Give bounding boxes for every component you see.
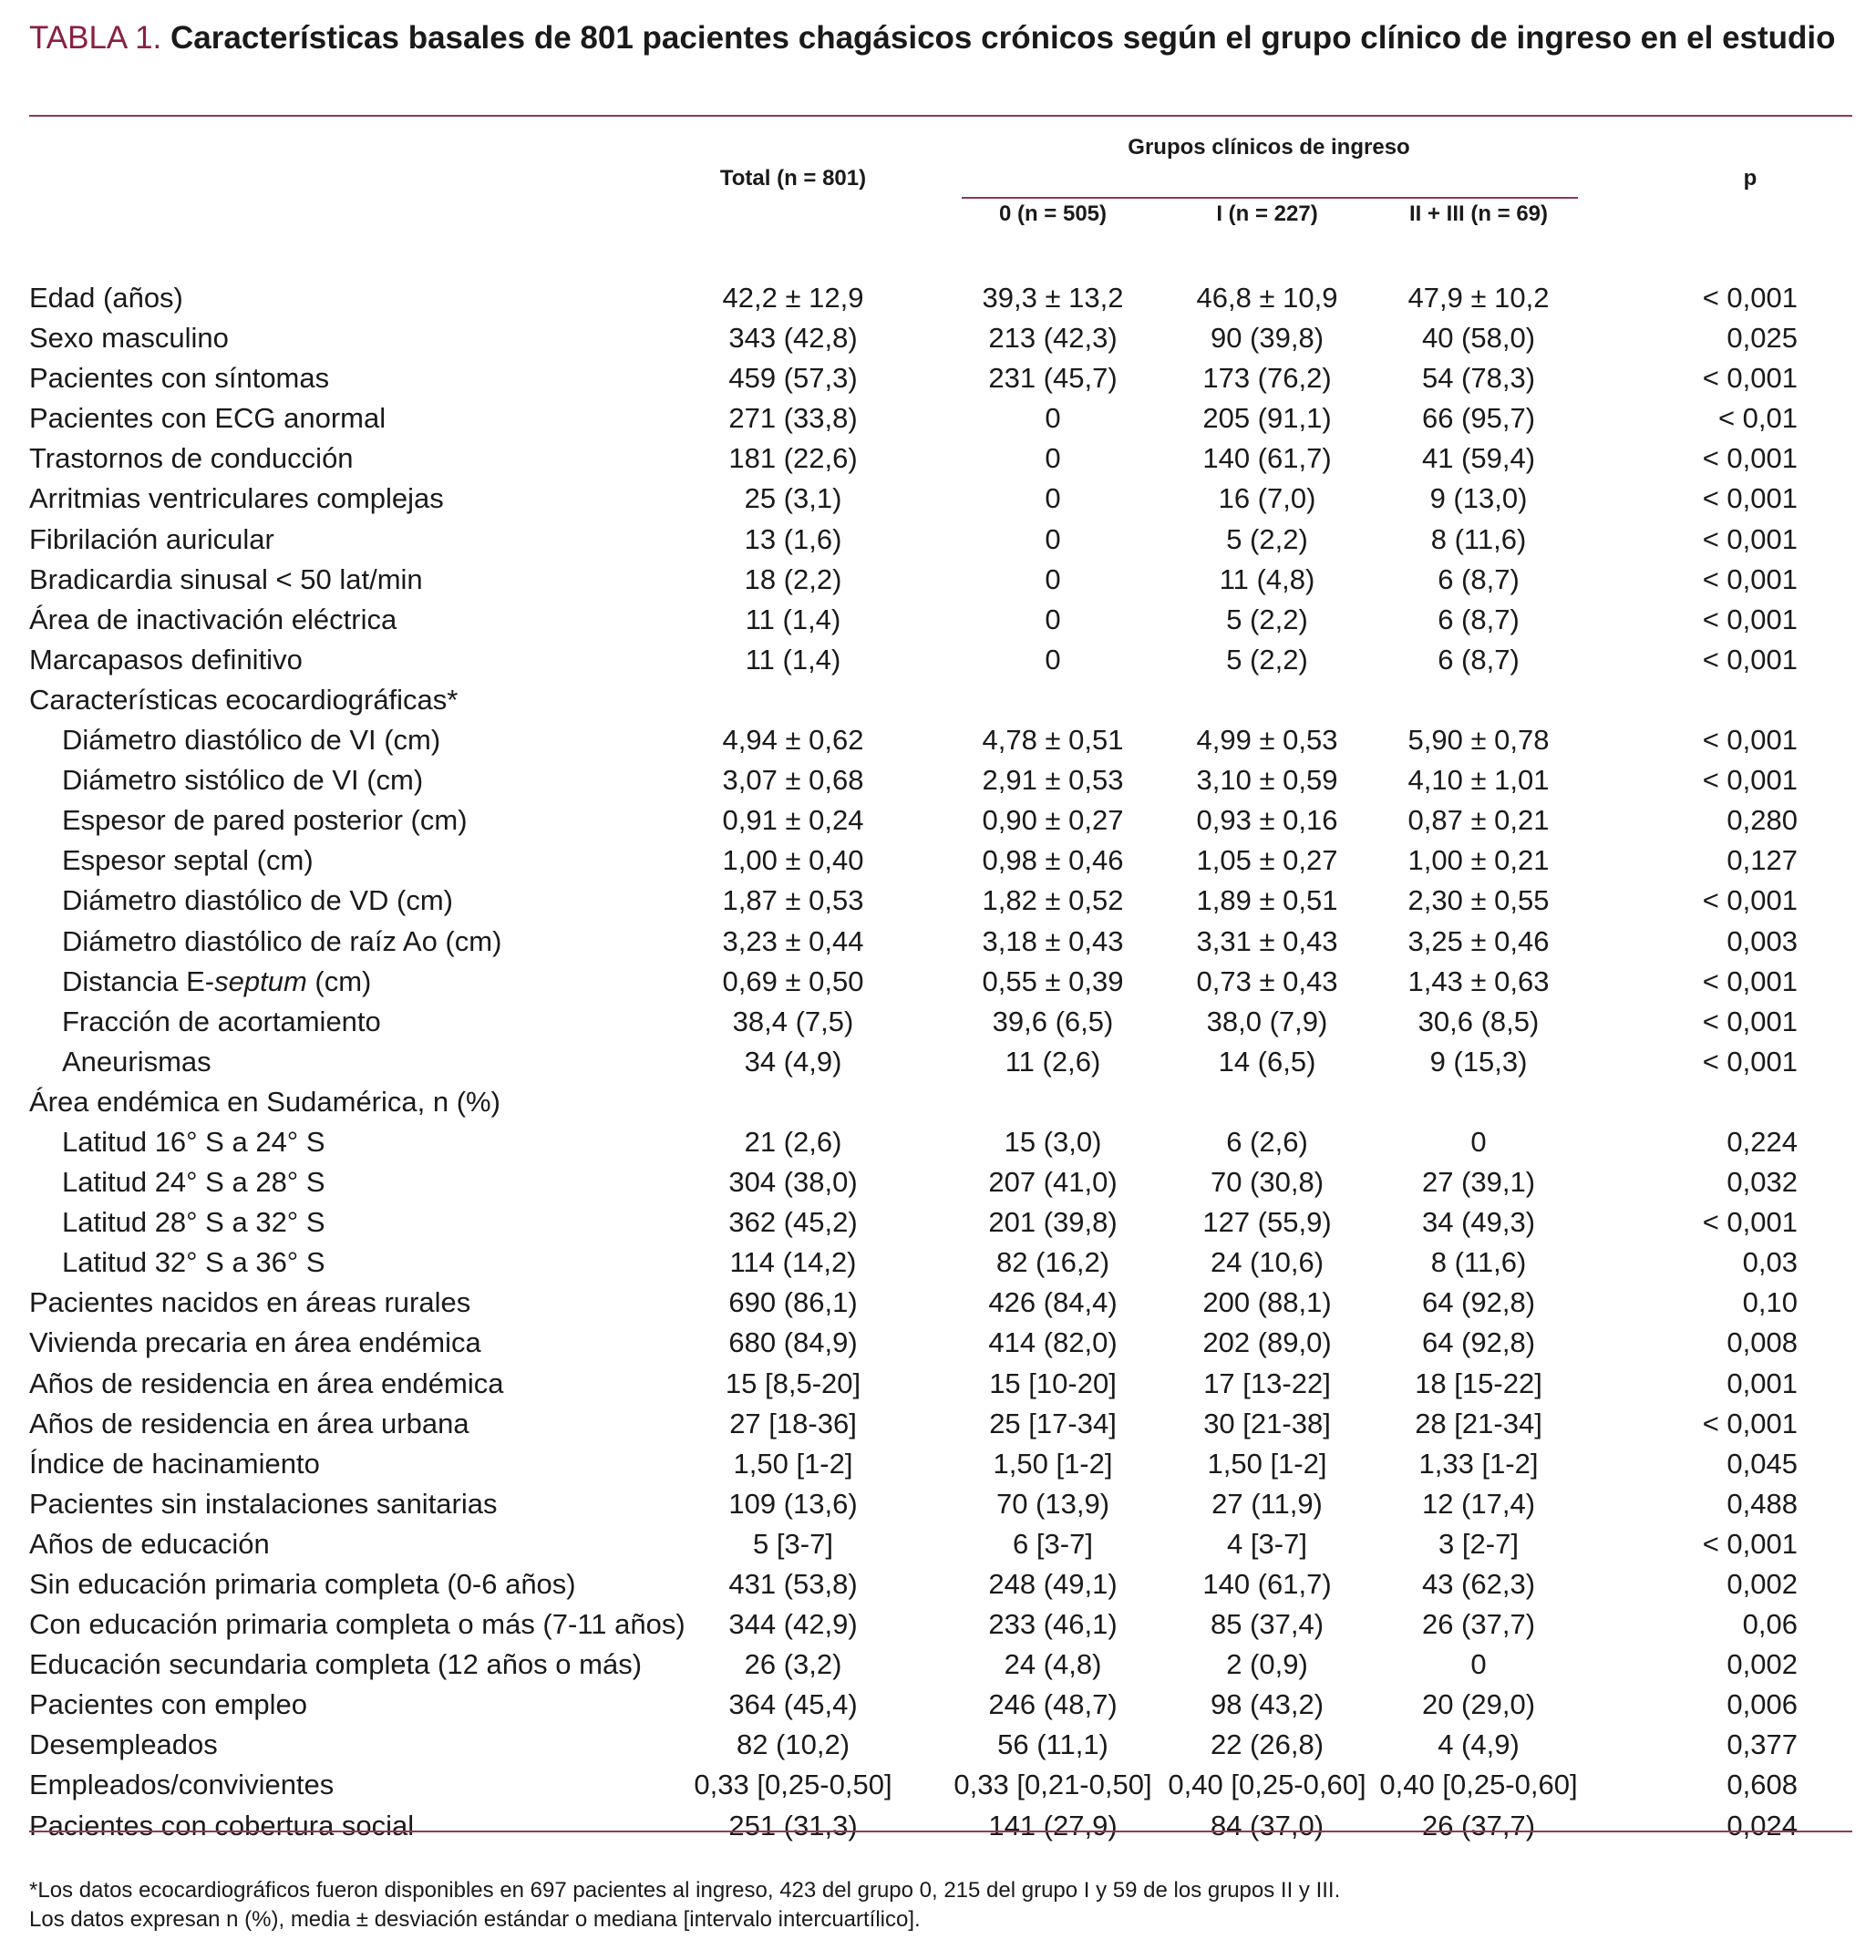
cell-p-value: 0,006 (1727, 1688, 1798, 1721)
cell-group-1: 140 (61,7) (1202, 442, 1332, 475)
cell-group-0: 0,90 ± 0,27 (982, 804, 1124, 837)
cell-group-1: 38,0 (7,9) (1206, 1005, 1328, 1037)
cell-group-0: 70 (13,9) (995, 1487, 1110, 1520)
table-row (29, 800, 1852, 841)
cell-group-2-3: 18 [15-22] (1415, 1367, 1542, 1399)
row-label: Pacientes con síntomas (29, 362, 330, 395)
cell-group-1: 4 [3-7] (1227, 1527, 1307, 1560)
table-row (29, 1122, 1852, 1162)
table-title (29, 16, 1852, 59)
cell-p-value: 0,003 (1727, 924, 1798, 957)
cell-group-2-3: 1,43 ± 0,63 (1407, 965, 1550, 997)
cell-group-0: 82 (16,2) (995, 1246, 1110, 1279)
cell-p-value: < 0,001 (1702, 1045, 1798, 1078)
cell-group-0: 39,6 (6,5) (992, 1005, 1114, 1037)
row-label: Pacientes con cobertura social (29, 1809, 415, 1841)
header-group-2-3: II + III (n = 69) (1408, 201, 1549, 226)
table-row (29, 1685, 1852, 1725)
cell-p-value: 0,127 (1727, 844, 1798, 877)
cell-p-value: 0,002 (1727, 1648, 1798, 1681)
row-label: Edad (años) (29, 282, 183, 314)
cell-group-1: 173 (76,2) (1202, 362, 1332, 395)
table-row (29, 560, 1852, 600)
row-label: Años de educación (29, 1527, 270, 1560)
cell-group-2-3: 8 (11,6) (1430, 1246, 1527, 1279)
table-row (29, 1162, 1852, 1202)
cell-p-value: < 0,001 (1702, 282, 1798, 314)
cell-group-1: 11 (4,8) (1219, 562, 1315, 595)
table-row (29, 1364, 1852, 1404)
row-label: Área de inactivación eléctrica (29, 603, 397, 635)
header-group-0: 0 (n = 505) (998, 201, 1108, 226)
cell-group-0: 15 [10-20] (989, 1367, 1117, 1399)
cell-p-value: 0,03 (1742, 1246, 1798, 1279)
cell-group-2-3: 0 (1470, 1648, 1487, 1681)
cell-group-1: 16 (7,0) (1218, 482, 1316, 515)
table-row (29, 1243, 1852, 1283)
cell-group-2-3: 4 (4,9) (1438, 1728, 1520, 1761)
cell-total: 181 (22,6) (728, 442, 858, 475)
header-group-title: Grupos clínicos de ingreso (1128, 135, 1410, 160)
cell-p-value: 0,045 (1727, 1447, 1798, 1480)
cell-total: 364 (45,4) (728, 1688, 858, 1721)
cell-group-2-3: 6 (8,7) (1438, 603, 1520, 635)
cell-group-2-3: 3,25 ± 0,46 (1407, 924, 1550, 957)
table-row (29, 1524, 1852, 1564)
cell-group-0: 2,91 ± 0,53 (982, 764, 1124, 797)
header-group-1: I (n = 227) (1216, 201, 1318, 226)
cell-group-0: 0,55 ± 0,39 (982, 965, 1124, 997)
cell-p-value: 0,002 (1727, 1568, 1798, 1600)
cell-p-value: 0,06 (1742, 1608, 1798, 1641)
table-row (29, 1202, 1852, 1243)
table-row (29, 600, 1852, 640)
bottom-rule (29, 1831, 1852, 1832)
cell-p-value: 0,024 (1727, 1809, 1798, 1841)
row-label: Diámetro diastólico de VD (cm) (62, 884, 453, 917)
cell-group-0: 4,78 ± 0,51 (982, 724, 1124, 757)
cell-total: 3,07 ± 0,68 (722, 764, 864, 797)
cell-group-1: 1,05 ± 0,27 (1196, 844, 1338, 877)
table-row (29, 881, 1852, 921)
cell-p-value: 0,280 (1727, 804, 1798, 837)
cell-group-2-3: 26 (37,7) (1421, 1608, 1536, 1641)
table-figure (29, 16, 1852, 1932)
cell-group-2-3: 40 (58,0) (1421, 322, 1536, 355)
table-row (29, 640, 1852, 680)
table-row (29, 398, 1852, 438)
row-label: Educación secundaria completa (12 años o más) (29, 1648, 643, 1681)
cell-total: 21 (2,6) (744, 1125, 842, 1158)
row-label: Vivienda precaria en área endémica (29, 1326, 481, 1359)
cell-group-1: 90 (39,8) (1210, 322, 1325, 355)
table-row (29, 1645, 1852, 1685)
cell-group-1: 140 (61,7) (1202, 1568, 1332, 1600)
cell-group-1: 17 [13-22] (1203, 1367, 1331, 1399)
cell-total: 26 (3,2) (744, 1648, 842, 1681)
cell-total: 11 (1,4) (745, 603, 841, 635)
cell-total: 431 (53,8) (728, 1568, 858, 1600)
cell-total: 109 (13,6) (728, 1487, 858, 1520)
cell-group-0: 0,33 [0,21-0,50] (953, 1769, 1152, 1801)
cell-group-0: 213 (42,3) (988, 322, 1118, 355)
cell-group-0: 414 (82,0) (988, 1326, 1118, 1359)
row-label: Fracción de acortamiento (62, 1005, 381, 1037)
row-label: Pacientes nacidos en áreas rurales (29, 1286, 471, 1319)
table-row (29, 479, 1852, 519)
cell-p-value: 0,224 (1727, 1125, 1798, 1158)
cell-p-value: 0,377 (1727, 1728, 1798, 1761)
cell-group-2-3: 54 (78,3) (1421, 362, 1536, 395)
cell-group-1: 46,8 ± 10,9 (1196, 282, 1338, 314)
cell-group-2-3: 9 (13,0) (1429, 482, 1528, 515)
table-row (29, 278, 1852, 318)
cell-group-0: 25 [17-34] (989, 1407, 1117, 1439)
row-label: Características ecocardiográficas* (29, 683, 459, 716)
row-label: Marcapasos definitivo (29, 643, 303, 676)
cell-total: 15 [8,5-20] (725, 1367, 861, 1399)
cell-group-0: 24 (4,8) (1004, 1648, 1102, 1681)
row-label: Arritmias ventriculares complejas (29, 482, 444, 515)
table-title-text: Características basales de 801 pacientes chagásicos crónicos según el grupo clínico de ingreso en el estudio (161, 20, 1836, 56)
row-label: Bradicardia sinusal < 50 lat/min (29, 562, 423, 595)
table-row (29, 680, 1852, 720)
table-row (29, 922, 1852, 962)
cell-group-0: 0 (1045, 603, 1061, 635)
cell-group-2-3: 0,87 ± 0,21 (1407, 804, 1550, 837)
cell-total: 42,2 ± 12,9 (722, 282, 864, 314)
cell-p-value: < 0,001 (1702, 522, 1798, 555)
cell-group-2-3: 12 (17,4) (1421, 1487, 1536, 1520)
cell-group-2-3: 27 (39,1) (1421, 1166, 1536, 1199)
cell-group-2-3: 41 (59,4) (1421, 442, 1536, 475)
table-row (29, 358, 1852, 398)
cell-p-value: 0,488 (1727, 1487, 1798, 1520)
footnote-format: Los datos expresan n (%), media ± desviación estándar o mediana [intervalo intercuartílico]. (29, 1907, 921, 1932)
row-label: Latitud 32° S a 36° S (62, 1246, 325, 1279)
cell-total: 1,50 [1-2] (733, 1447, 853, 1480)
table-label: TABLA 1. (29, 20, 162, 56)
row-label: Espesor septal (cm) (62, 844, 314, 877)
cell-total: 3,23 ± 0,44 (722, 924, 864, 957)
cell-group-0: 0,98 ± 0,46 (982, 844, 1124, 877)
cell-group-0: 246 (48,7) (988, 1688, 1118, 1721)
cell-group-1: 1,50 [1-2] (1207, 1447, 1327, 1480)
table-row (29, 841, 1852, 881)
cell-group-2-3: 1,33 [1-2] (1418, 1447, 1539, 1480)
group-header-rule (962, 197, 1578, 199)
cell-group-2-3: 47,9 ± 10,2 (1407, 282, 1550, 314)
cell-group-0: 56 (11,1) (997, 1728, 1108, 1761)
row-label: Índice de hacinamiento (29, 1447, 320, 1480)
cell-group-1: 85 (37,4) (1210, 1608, 1325, 1641)
cell-group-0: 6 [3-7] (1013, 1527, 1093, 1560)
cell-total: 362 (45,2) (728, 1206, 858, 1239)
cell-group-1: 98 (43,2) (1210, 1688, 1325, 1721)
cell-group-1: 127 (55,9) (1202, 1206, 1332, 1239)
cell-group-0: 0 (1045, 402, 1061, 435)
cell-total: 0,33 [0,25-0,50] (694, 1769, 892, 1801)
cell-group-1: 1,89 ± 0,51 (1196, 884, 1338, 917)
row-label: Latitud 28° S a 32° S (62, 1206, 325, 1239)
row-label: Área endémica en Sudamérica, n (%) (29, 1085, 500, 1118)
row-label: Pacientes con ECG anormal (29, 402, 387, 435)
table-row (29, 1082, 1852, 1122)
cell-group-0: 0 (1045, 482, 1061, 515)
row-label: Diámetro sistólico de VI (cm) (62, 764, 424, 797)
row-label: Diámetro diastólico de raíz Ao (cm) (62, 924, 502, 957)
row-label: Sin educación primaria completa (0-6 años) (29, 1568, 576, 1600)
row-label: Sexo masculino (29, 322, 229, 355)
cell-group-2-3: 66 (95,7) (1421, 402, 1536, 435)
row-label: Aneurismas (62, 1045, 211, 1078)
cell-total: 1,87 ± 0,53 (722, 884, 864, 917)
cell-p-value: < 0,001 (1702, 965, 1798, 997)
cell-group-1: 4,99 ± 0,53 (1196, 724, 1338, 757)
cell-group-1: 3,31 ± 0,43 (1196, 924, 1338, 957)
cell-group-0: 0 (1045, 522, 1061, 555)
cell-total: 4,94 ± 0,62 (722, 724, 864, 757)
cell-total: 1,00 ± 0,40 (722, 844, 864, 877)
cell-p-value: < 0,001 (1702, 362, 1798, 395)
cell-group-1: 30 [21-38] (1203, 1407, 1331, 1439)
table-row (29, 1283, 1852, 1323)
table-row (29, 760, 1852, 800)
cell-p-value: < 0,001 (1702, 1407, 1798, 1439)
row-label: Con educación primaria completa o más (7-11 años) (29, 1608, 685, 1641)
header-p: p (1743, 166, 1757, 191)
row-label: Espesor de pared posterior (cm) (62, 804, 468, 837)
row-label: Años de residencia en área urbana (29, 1407, 469, 1439)
cell-total: 25 (3,1) (744, 482, 842, 515)
cell-group-1: 0,93 ± 0,16 (1196, 804, 1338, 837)
table-row (29, 1002, 1852, 1042)
footnotes (29, 1876, 1852, 1934)
table-row (29, 1564, 1852, 1604)
table-row (29, 1404, 1852, 1444)
row-label: Latitud 24° S a 28° S (62, 1166, 325, 1199)
cell-group-2-3: 20 (29,0) (1421, 1688, 1536, 1721)
cell-total: 34 (4,9) (744, 1045, 842, 1078)
cell-group-0: 1,50 [1-2] (993, 1447, 1113, 1480)
cell-group-2-3: 34 (49,3) (1421, 1206, 1536, 1239)
cell-p-value: < 0,001 (1702, 603, 1798, 635)
cell-total: 304 (38,0) (728, 1166, 858, 1199)
cell-group-0: 233 (46,1) (988, 1608, 1118, 1641)
cell-p-value: < 0,001 (1702, 643, 1798, 676)
table-row (29, 1765, 1852, 1805)
cell-p-value: 0,608 (1727, 1769, 1798, 1801)
cell-group-1: 5 (2,2) (1226, 643, 1308, 676)
cell-group-0: 0 (1045, 562, 1061, 595)
cell-p-value: < 0,001 (1702, 764, 1798, 797)
cell-p-value: 0,008 (1727, 1326, 1798, 1359)
table-body (29, 278, 1852, 1846)
cell-p-value: < 0,001 (1702, 884, 1798, 917)
cell-group-1: 27 (11,9) (1211, 1487, 1323, 1520)
cell-total: 5 [3-7] (753, 1527, 833, 1560)
cell-group-2-3: 30,6 (8,5) (1417, 1005, 1540, 1037)
table-row (29, 318, 1852, 358)
cell-group-1: 5 (2,2) (1226, 603, 1308, 635)
cell-total: 114 (14,2) (729, 1246, 857, 1279)
row-label: Empleados/convivientes (29, 1769, 335, 1801)
cell-group-2-3: 3 [2-7] (1438, 1527, 1519, 1560)
cell-total: 18 (2,2) (744, 562, 842, 595)
cell-total: 271 (33,8) (728, 402, 858, 435)
cell-total: 680 (84,9) (728, 1326, 858, 1359)
cell-group-1: 14 (6,5) (1218, 1045, 1316, 1078)
cell-group-2-3: 5,90 ± 0,78 (1407, 724, 1550, 757)
row-label: Desempleados (29, 1728, 218, 1761)
cell-group-0: 39,3 ± 13,2 (982, 282, 1124, 314)
table-row (29, 438, 1852, 479)
cell-group-0: 0 (1045, 643, 1061, 676)
table-row (29, 1042, 1852, 1082)
cell-group-1: 2 (0,9) (1226, 1648, 1308, 1681)
cell-total: 343 (42,8) (728, 322, 858, 355)
cell-total: 0,69 ± 0,50 (722, 965, 864, 997)
cell-total: 690 (86,1) (728, 1286, 858, 1319)
table-row (29, 962, 1852, 1002)
table-row (29, 1444, 1852, 1484)
cell-group-1: 0,73 ± 0,43 (1196, 965, 1338, 997)
table-row (29, 1484, 1852, 1524)
cell-p-value: < 0,001 (1702, 562, 1798, 595)
table-row (29, 1323, 1852, 1363)
cell-group-1: 200 (88,1) (1202, 1286, 1332, 1319)
cell-p-value: < 0,001 (1702, 724, 1798, 757)
cell-total: 13 (1,6) (744, 522, 842, 555)
cell-total: 0,91 ± 0,24 (722, 804, 864, 837)
cell-p-value: 0,032 (1727, 1166, 1798, 1199)
cell-group-2-3: 1,00 ± 0,21 (1407, 844, 1550, 877)
cell-group-1: 84 (37,0) (1210, 1809, 1325, 1841)
cell-group-0: 201 (39,8) (988, 1206, 1118, 1239)
cell-group-1: 70 (30,8) (1210, 1166, 1325, 1199)
table-row (29, 1806, 1852, 1846)
table-row (29, 1725, 1852, 1765)
row-label: Pacientes sin instalaciones sanitarias (29, 1487, 498, 1520)
cell-p-value: 0,025 (1727, 322, 1798, 355)
cell-group-0: 0 (1045, 442, 1061, 475)
cell-group-0: 15 (3,0) (1004, 1125, 1102, 1158)
cell-p-value: < 0,001 (1702, 482, 1798, 515)
top-rule (29, 115, 1852, 117)
cell-group-2-3: 28 [21-34] (1415, 1407, 1542, 1439)
cell-group-0: 207 (41,0) (988, 1166, 1118, 1199)
cell-group-2-3: 0,40 [0,25-0,60] (1379, 1769, 1578, 1801)
cell-group-0: 3,18 ± 0,43 (982, 924, 1124, 957)
header-total: Total (n = 801) (719, 166, 867, 191)
row-label: Diámetro diastólico de VI (cm) (62, 724, 441, 757)
cell-group-1: 24 (10,6) (1210, 1246, 1325, 1279)
cell-group-2-3: 6 (8,7) (1438, 643, 1520, 676)
cell-total: 11 (1,4) (745, 643, 841, 676)
cell-p-value: < 0,001 (1702, 1206, 1798, 1239)
cell-total: 344 (42,9) (728, 1608, 858, 1641)
row-label: Pacientes con empleo (29, 1688, 308, 1721)
cell-group-1: 202 (89,0) (1202, 1326, 1332, 1359)
cell-group-2-3: 9 (15,3) (1429, 1045, 1528, 1078)
cell-total: 459 (57,3) (728, 362, 858, 395)
cell-group-0: 141 (27,9) (988, 1809, 1118, 1841)
cell-p-value: < 0,01 (1717, 402, 1798, 435)
cell-group-2-3: 64 (92,8) (1421, 1326, 1536, 1359)
cell-p-value: < 0,001 (1702, 1005, 1798, 1037)
cell-total: 27 [18-36] (729, 1407, 857, 1439)
footnote-echo: *Los datos ecocardiográficos fueron disponibles en 697 pacientes al ingreso, 423 del grupo 0, 215 del grupo I y 59 de los grupos II y III. (29, 1878, 1341, 1903)
table-row (29, 1604, 1852, 1645)
cell-group-2-3: 43 (62,3) (1421, 1568, 1536, 1600)
row-label: Distancia E-septum (cm) (62, 965, 372, 997)
cell-p-value: 0,001 (1727, 1367, 1798, 1399)
cell-group-1: 22 (26,8) (1210, 1728, 1325, 1761)
cell-group-2-3: 4,10 ± 1,01 (1407, 764, 1550, 797)
row-label: Latitud 16° S a 24° S (62, 1125, 325, 1158)
cell-group-1: 205 (91,1) (1202, 402, 1332, 435)
cell-total: 82 (10,2) (736, 1728, 850, 1761)
cell-group-0: 426 (84,4) (988, 1286, 1118, 1319)
cell-group-2-3: 6 (8,7) (1438, 562, 1520, 595)
cell-group-2-3: 0 (1470, 1125, 1487, 1158)
cell-group-0: 1,82 ± 0,52 (982, 884, 1124, 917)
cell-p-value: < 0,001 (1702, 442, 1798, 475)
row-label: Años de residencia en área endémica (29, 1367, 504, 1399)
cell-group-2-3: 2,30 ± 0,55 (1407, 884, 1550, 917)
cell-p-value: < 0,001 (1702, 1527, 1798, 1560)
cell-group-0: 248 (49,1) (988, 1568, 1118, 1600)
cell-total: 38,4 (7,5) (732, 1005, 854, 1037)
cell-group-0: 231 (45,7) (988, 362, 1118, 395)
cell-total: 251 (31,3) (728, 1809, 858, 1841)
cell-group-1: 5 (2,2) (1226, 522, 1308, 555)
cell-p-value: 0,10 (1742, 1286, 1798, 1319)
cell-group-1: 3,10 ± 0,59 (1196, 764, 1338, 797)
cell-group-2-3: 8 (11,6) (1430, 522, 1527, 555)
cell-group-1: 6 (2,6) (1226, 1125, 1308, 1158)
cell-group-2-3: 26 (37,7) (1421, 1809, 1536, 1841)
row-label: Trastornos de conducción (29, 442, 354, 475)
cell-group-2-3: 64 (92,8) (1421, 1286, 1536, 1319)
cell-group-0: 11 (2,6) (1005, 1045, 1101, 1078)
table-row (29, 720, 1852, 760)
row-label: Fibrilación auricular (29, 522, 274, 555)
table-row (29, 520, 1852, 560)
cell-group-1: 0,40 [0,25-0,60] (1168, 1769, 1366, 1801)
